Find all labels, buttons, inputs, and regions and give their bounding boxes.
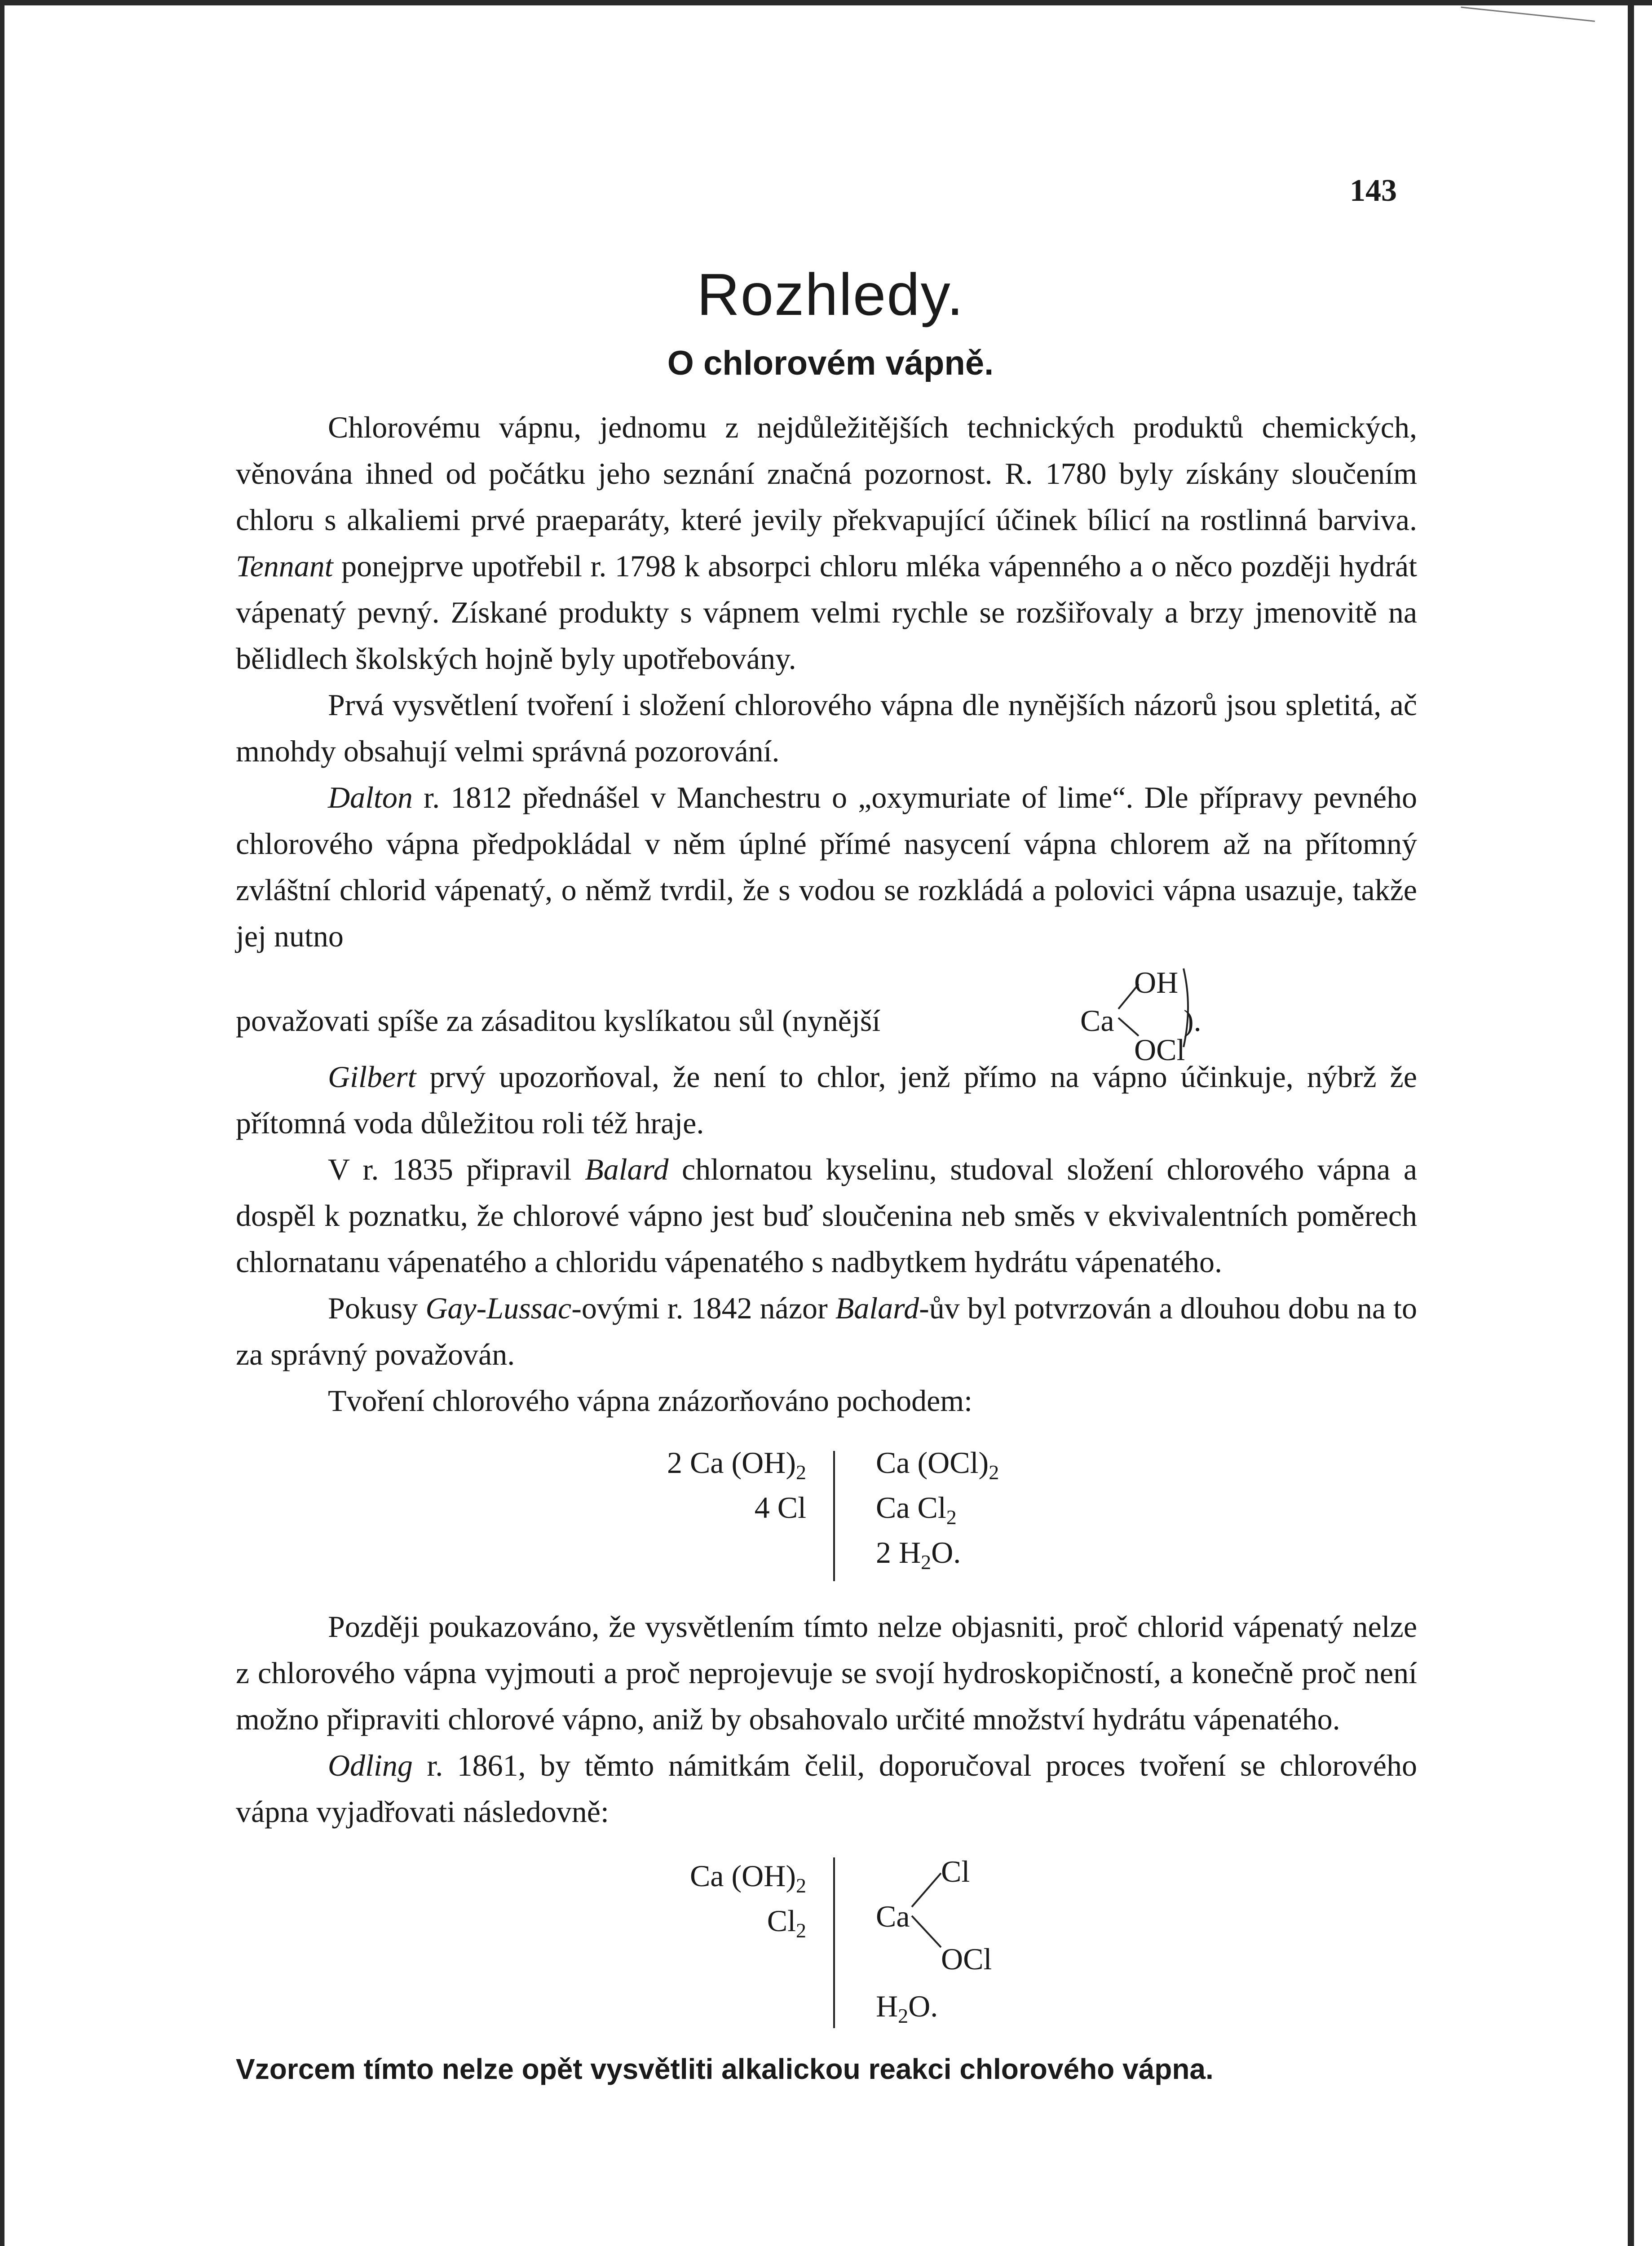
formula-cl: Cl [941, 1854, 970, 1888]
formula-ocl: OCl [1134, 1033, 1185, 1067]
paragraph-6-text-end: -ův byl potvrzován a dlouhou dobu na to za správný považován. [236, 1291, 1417, 1371]
reaction-divider [833, 1857, 835, 2028]
person-name: Gay-Lussac [425, 1291, 572, 1325]
person-name: Balard [835, 1291, 919, 1325]
paragraph-2: Prvá vysvětlení tvoření i složení chlorového vápna dle nynějších názorů jsou spletitá, ač mnohdy obsahují velmi správná pozorování. [236, 688, 1417, 768]
paragraph-4 [236, 1054, 1417, 1146]
reaction-scheme-1 [236, 1440, 1417, 1588]
section-title: Rozhledy. [697, 261, 964, 327]
paragraph-6-text: Pokusy [328, 1291, 426, 1325]
page-number: 143 [1350, 173, 1397, 208]
person-name: Dalton [328, 780, 413, 814]
formula-ca: Ca [1080, 1004, 1114, 1038]
product-2: Ca $Cl_2$ [876, 1490, 957, 1529]
paragraph-10: Vzorcem tímto nelze opět vysvětliti alkalickou reakci chlorového vápna. [236, 2053, 1214, 2085]
scan-border-right [1628, 0, 1634, 2246]
article-body [236, 404, 1417, 2092]
paragraph-4-text: prvý upozorňoval, že není to chlor, jenž přímo na vápno účinkuje, nýbrž že přítomná voda důležitou roli též hraje. [236, 1060, 1417, 1140]
formula-ocl: OCl [941, 1942, 992, 1976]
paragraph-5-text-end: chlornatou kyselinu, studoval složení chlorového vápna a dospěl k poznatku, že chlorové vápno jest buď sloučenina neb směs v ekvivalentních poměrech chlornatanu vápenatého a chloridu vápenatého s nadbytkem hydrátu vápenatého. [236, 1152, 1418, 1279]
paragraph-6-text-mid: -ovými r. 1842 názor [571, 1291, 835, 1325]
paragraph-1 [236, 404, 1417, 682]
person-name: Odling [328, 1748, 413, 1782]
person-name: Tennant [236, 549, 333, 583]
paragraph-8: Později poukazováno, že vysvětlením tímto nelze objasniti, proč chlorid vápenatý nelze z chlorového vápna vyjmouti a proč neprojevuje se svojí hydroskopičností, a konečně proč není možno připraviti chlorové vápno, aniž by obsahovalo určité množství hydrátu vápenatého. [236, 1609, 1417, 1736]
scan-border-top [4, 0, 1652, 5]
paragraph-3 [236, 774, 1417, 959]
formula-ca: Ca [876, 1899, 910, 1933]
scan-corner-mark [1458, 7, 1595, 53]
paragraph-5-text: V r. 1835 připravil [328, 1152, 585, 1186]
reaction-divider [833, 1451, 835, 1581]
paragraph-1-text: Chlorovému vápnu, jednomu z nejdůležitějších technických produktů chemických, věnována ihned od počátku jeho seznání značná pozornost. R. 1780 byly získány sloučením chloru s alkaliemi prvé praeparáty, které jevily překvapující účinek bílicí na rostlinná barviva. [236, 410, 1417, 537]
paragraph-9 [236, 1742, 1417, 1835]
reactant-1: Ca $(OH)_2$ [689, 1859, 806, 1897]
paragraph-9-text: r. 1861, by těmto námitkám čelil, doporučoval proces tvoření se chlorového vápna vyjadřovati následovně: [236, 1748, 1417, 1829]
product-water: $H_2O$. [876, 1989, 938, 2027]
reactant-2: 4 Cl [754, 1490, 806, 1525]
reactant-2: $Cl_2$ [767, 1904, 806, 1942]
paragraph-1-text-end: ponejprve upotřebil r. 1798 k absorpci chloru mléka vápenného a o něco později hydrát vápenatý pevný. Získané produkty s vápnem velmi rychle se rozšiřovaly a brzy jmenovitě na bělidlech školských hojně byly upotřebovány. [236, 549, 1417, 676]
paragraph-3-text: r. 1812 přednášel v Manchestru o „oxymuriate of lime“. Dle přípravy pevného chlorového vápna předpokládal v něm úplné přímé nasycení vápna chlorem až na přítomný zvláštní chlorid vápenatý, o němž tvrdil, že s vodou se rozkládá a polovici vápna usazuje, takže jej nutno [236, 780, 1417, 953]
formula-close: ). [1184, 1004, 1201, 1038]
reaction-scheme-2 [236, 1848, 1417, 2033]
formula-line [236, 959, 1417, 1067]
paragraph-7: Tvoření chlorového vápna znázorňováno pochodem: [328, 1384, 973, 1418]
reactant-1: 2 Ca $(OH)_2$ [667, 1446, 806, 1484]
person-name: Gilbert [328, 1060, 416, 1094]
formula-oh: OH [1134, 965, 1179, 999]
person-name: Balard [585, 1152, 669, 1186]
paragraph-5 [236, 1146, 1417, 1285]
paragraph-6 [236, 1285, 1417, 1378]
article-title: O chlorovém vápně. [667, 344, 994, 382]
formula-lead-text: považovati spíše za zásaditou kyslíkatou sůl (nynější [236, 1004, 881, 1038]
product-1: Ca $(OCl)_2$ [876, 1446, 999, 1484]
basic-chloride-formula [1080, 959, 1201, 1067]
product-formula [874, 1848, 1053, 1983]
product-3: 2 $H_2O$. [876, 1535, 961, 1574]
